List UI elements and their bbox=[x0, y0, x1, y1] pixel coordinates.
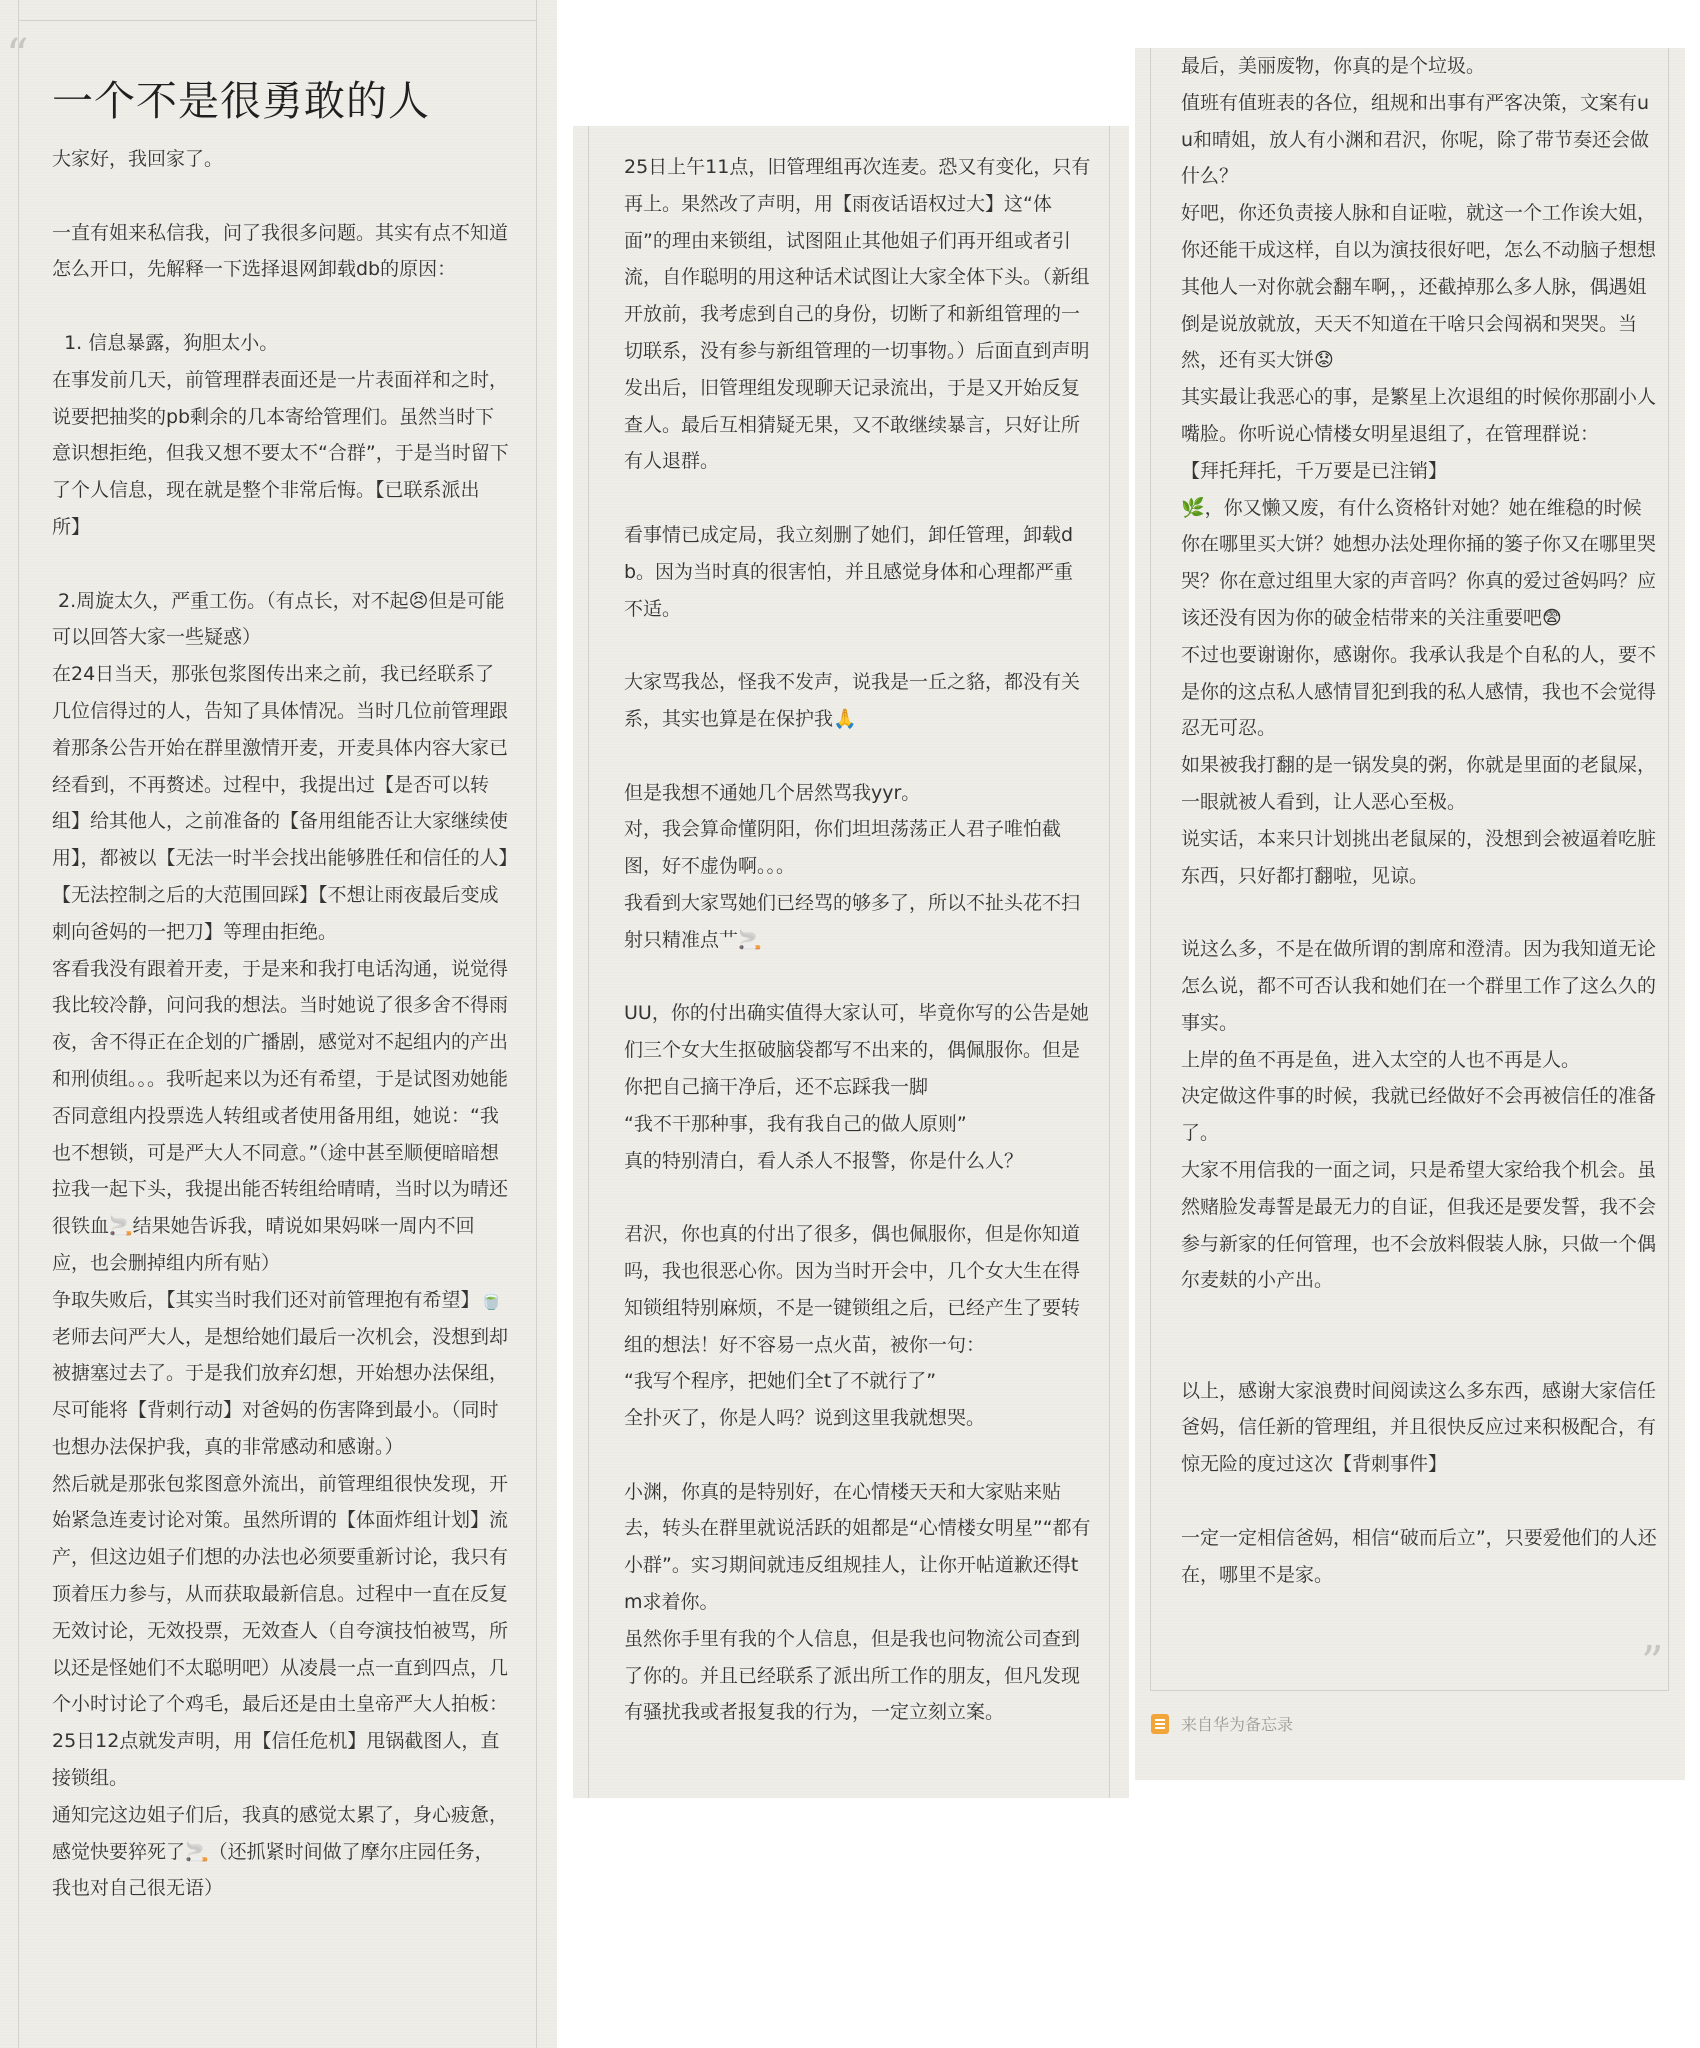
memo-body-part-1: 大家好，我回家了。 一直有姐来私信我，问了我很多问题。其实有点不知道怎么开口，先解释一下选择退网卸载db的原因： 1. 信息暴露，狗胆太小。 在事发前几天，前管理群表面还是一片表面祥和之时，说要把抽奖的pb剩余的几本寄给管理们。虽然当时下意识想拒绝，但我又想不要太不“合群”，于是当时留下了个人信息，现在就是整个非常后悔。【已联系派出所】 2.周旋太久，严重工伤。（有点长，对不起😣但是可能可以回答大家一些疑惑） 在24日当天，那张包浆图传出来之前，我已经联系了几位信得过的人，告知了具体情况。当时几位前管理跟着那条公告开始在群里激情开麦，开麦具体内容大家已经看到，不再赘述。过程中，我提出过【是否可以转组】给其他人，之前准备的【备用组能否让大家继续使用】，都被以【无法一时半会找出能够胜任和信任的人】【无法控制之后的大范围回踩】【不想让雨夜最后变成刺向爸妈的一把刀】等理由拒绝。 客看我没有跟着开麦，于是来和我打电话沟通，说觉得我比较冷静，问问我的想法。当时她说了很多舍不得雨夜，舍不得正在企划的广播剧，感觉对不起组内的产出和刑侦组。。。我听起来以为还有希望，于是试图劝她能否同意组内投票选人转组或者使用备用组，她说：“我也不想锁，可是严大人不同意。”（途中甚至顺便暗暗想拉我一起下头，我提出能否转组给晴晴，当时以为晴还很铁血🚬结果她告诉我，晴说如果妈咪一周内不回应，也会删掉组内所有贴） 争取失败后，【其实当时我们还对前管理抱有希望】🍵老师去问严大人，是想给她们最后一次机会，没想到却被搪塞过去了。于是我们放弃幻想，开始想办法保组，尽可能将【背刺行动】对爸妈的伤害降到最小。（同时也想办法保护我，真的非常感动和感谢。） 然后就是那张包浆图意外流出，前管理组很快发现，开始紧急连麦讨论对策。虽然所谓的【体面炸组计划】流产，但这边姐子们想的办法也必须要重新讨论，我只有顶着压力参与，从而获取最新信息。过程中一直在反复无效讨论，无效投票，无效查人（自夸演技怕被骂，所以还是怪她们不太聪明吧）从凌晨一点一直到四点，几个小时讨论了个鸡毛，最后还是由土皇帝严大人拍板：25日12点就发声明，用【信任危机】甩锅截图人，直接锁组。 通知完这边姐子们后，我真的感觉太累了，身心疲惫，感觉快要猝死了🚬（还抓紧时间做了摩尔庄园任务，我也对自己很无语） bbox=[52, 148, 509, 1900]
memo-card-part-3 bbox=[1135, 48, 1685, 1780]
close-quote-icon: ” bbox=[1641, 1637, 1664, 1688]
left-border-line bbox=[588, 126, 589, 1798]
top-border-line bbox=[18, 20, 536, 21]
bottom-border-line bbox=[1150, 1690, 1668, 1691]
right-border-line bbox=[536, 0, 537, 2048]
left-border-line bbox=[1150, 48, 1151, 1691]
memo-body-part-2: 25日上午11点，旧管理组再次连麦。恐又有变化，只有再上。果然改了声明，用【雨夜话语权过大】这“体面”的理由来锁组，试图阻止其他姐子们再开组或者引流，自作聪明的用这种话术试图让大家全体下头。（新组开放前，我考虑到自己的身份，切断了和新组管理的一切联系，没有参与新组管理的一切事物。）后面直到声明发出后，旧管理组发现聊天记录流出，于是又开始反复查人。最后互相猜疑无果，又不敢继续暴言，只好让所有人退群。 看事情已成定局，我立刻删了她们，卸任管理，卸载db。因为当时真的很害怕，并且感觉身体和心理都严重不适。 大家骂我怂，怪我不发声，说我是一丘之貉，都没有关系，其实也算是在保护我🙏 但是我想不通她几个居然骂我yyr。 对，我会算命懂阴阳，你们坦坦荡荡正人君子唯怕截图，好不虚伪啊。。。 我看到大家骂她们已经骂的够多了，所以不扯头花不扫射只精准点艹🚬 UU，你的付出确实值得大家认可，毕竟你写的公告是她们三个女大生抠破脑袋都写不出来的，偶佩服你。但是你把自己摘干净后，还不忘踩我一脚 “我不干那种事，我有我自己的做人原则” 真的特别清白，看人杀人不报警，你是什么人？ 君沢，你也真的付出了很多，偶也佩服你，但是你知道吗，我也很恶心你。因为当时开会中，几个女大生在得知锁组特别麻烦，不是一键锁组之后，已经产生了要转组的想法！好不容易一点火苗，被你一句： “我写个程序，把她们全t了不就行了” 全扑灭了，你是人吗？说到这里我就想哭。 小渊，你真的是特别好，在心情楼天天和大家贴来贴去，转头在群里就说活跃的姐都是“心情楼女明星”“都有小群”。实习期间就违反组规挂人，让你开帖道歉还得tm求着你。 虽然你手里有我的个人信息，但是我也问物流公司查到了你的。并且已经联系了派出所工作的朋友，但凡发现有骚扰我或者报复我的行为，一定立刻立案。 bbox=[624, 156, 1091, 1724]
memo-card-part-2 bbox=[573, 126, 1129, 1798]
open-quote-icon: “ bbox=[6, 30, 29, 81]
memo-source bbox=[1151, 1712, 1293, 1735]
right-border-line bbox=[1668, 48, 1669, 1691]
memo-body-part-3: 最后，美丽废物，你真的是个垃圾。 值班有值班表的各位，组规和出事有严客决策，文案有uu和晴姐，放人有小渊和君沢，你呢，除了带节奏还会做什么？ 好吧，你还负责接人脉和自证啦，就这一个工作诶大姐，你还能干成这样，自以为演技很好吧，怎么不动脑子想想其他人一对你就会翻车啊，，还截掉那么多人脉，偶遇姐倒是说放就放，天天不知道在干啥只会闯祸和哭哭。当然，还有买大饼😟 其实最让我恶心的事，是繁星上次退组的时候你那副小人嘴脸。你听说心情楼女明星退组了，在管理群说： 【拜托拜托，千万要是已注销】 🌿，你又懒又废，有什么资格针对她？她在维稳的时候你在哪里买大饼？她想办法处理你捅的篓子你又在哪里哭哭？你在意过组里大家的声音吗？你真的爱过爸妈吗？应该还没有因为你的破金桔带来的关注重要吧😨 不过也要谢谢你，感谢你。我承认我是个自私的人，要不是你的这点私人感情冒犯到我的私人感情，我也不会觉得忍无可忍。 如果被我打翻的是一锅发臭的粥，你就是里面的老鼠屎，一眼就被人看到，让人恶心至极。 说实话，本来只计划挑出老鼠屎的，没想到会被逼着吃脏东西，只好都打翻啦，见谅。 说这么多，不是在做所谓的割席和澄清。因为我知道无论怎么说，都不可否认我和她们在一个群里工作了这么久的事实。 上岸的鱼不再是鱼，进入太空的人也不再是人。 决定做这件事的时候，我就已经做好不会再被信任的准备了。 大家不用信我的一面之词，只是希望大家给我个机会。虽然赌脸发毒誓是最无力的自证，但我还是要发誓，我不会参与新家的任何管理，也不会放料假装人脉，只做一个偶尔麦麸的小产出。 以上，感谢大家浪费时间阅读这么多东西，感谢大家信任爸妈，信任新的管理组，并且很快反应过来积极配合，有惊无险的度过这次【背刺事件】 一定一定相信爸妈，相信“破而后立”，只要爱他们的人还在，哪里不是家。 bbox=[1181, 55, 1657, 1586]
right-border-line bbox=[1109, 126, 1110, 1798]
memo-app-icon bbox=[1151, 1714, 1169, 1734]
memo-title: 一个不是很勇敢的人 bbox=[52, 77, 430, 125]
memo-source-label: 来自华为备忘录 bbox=[1181, 1715, 1294, 1734]
left-border-line bbox=[18, 0, 19, 2048]
memo-card-part-1 bbox=[0, 0, 557, 2048]
